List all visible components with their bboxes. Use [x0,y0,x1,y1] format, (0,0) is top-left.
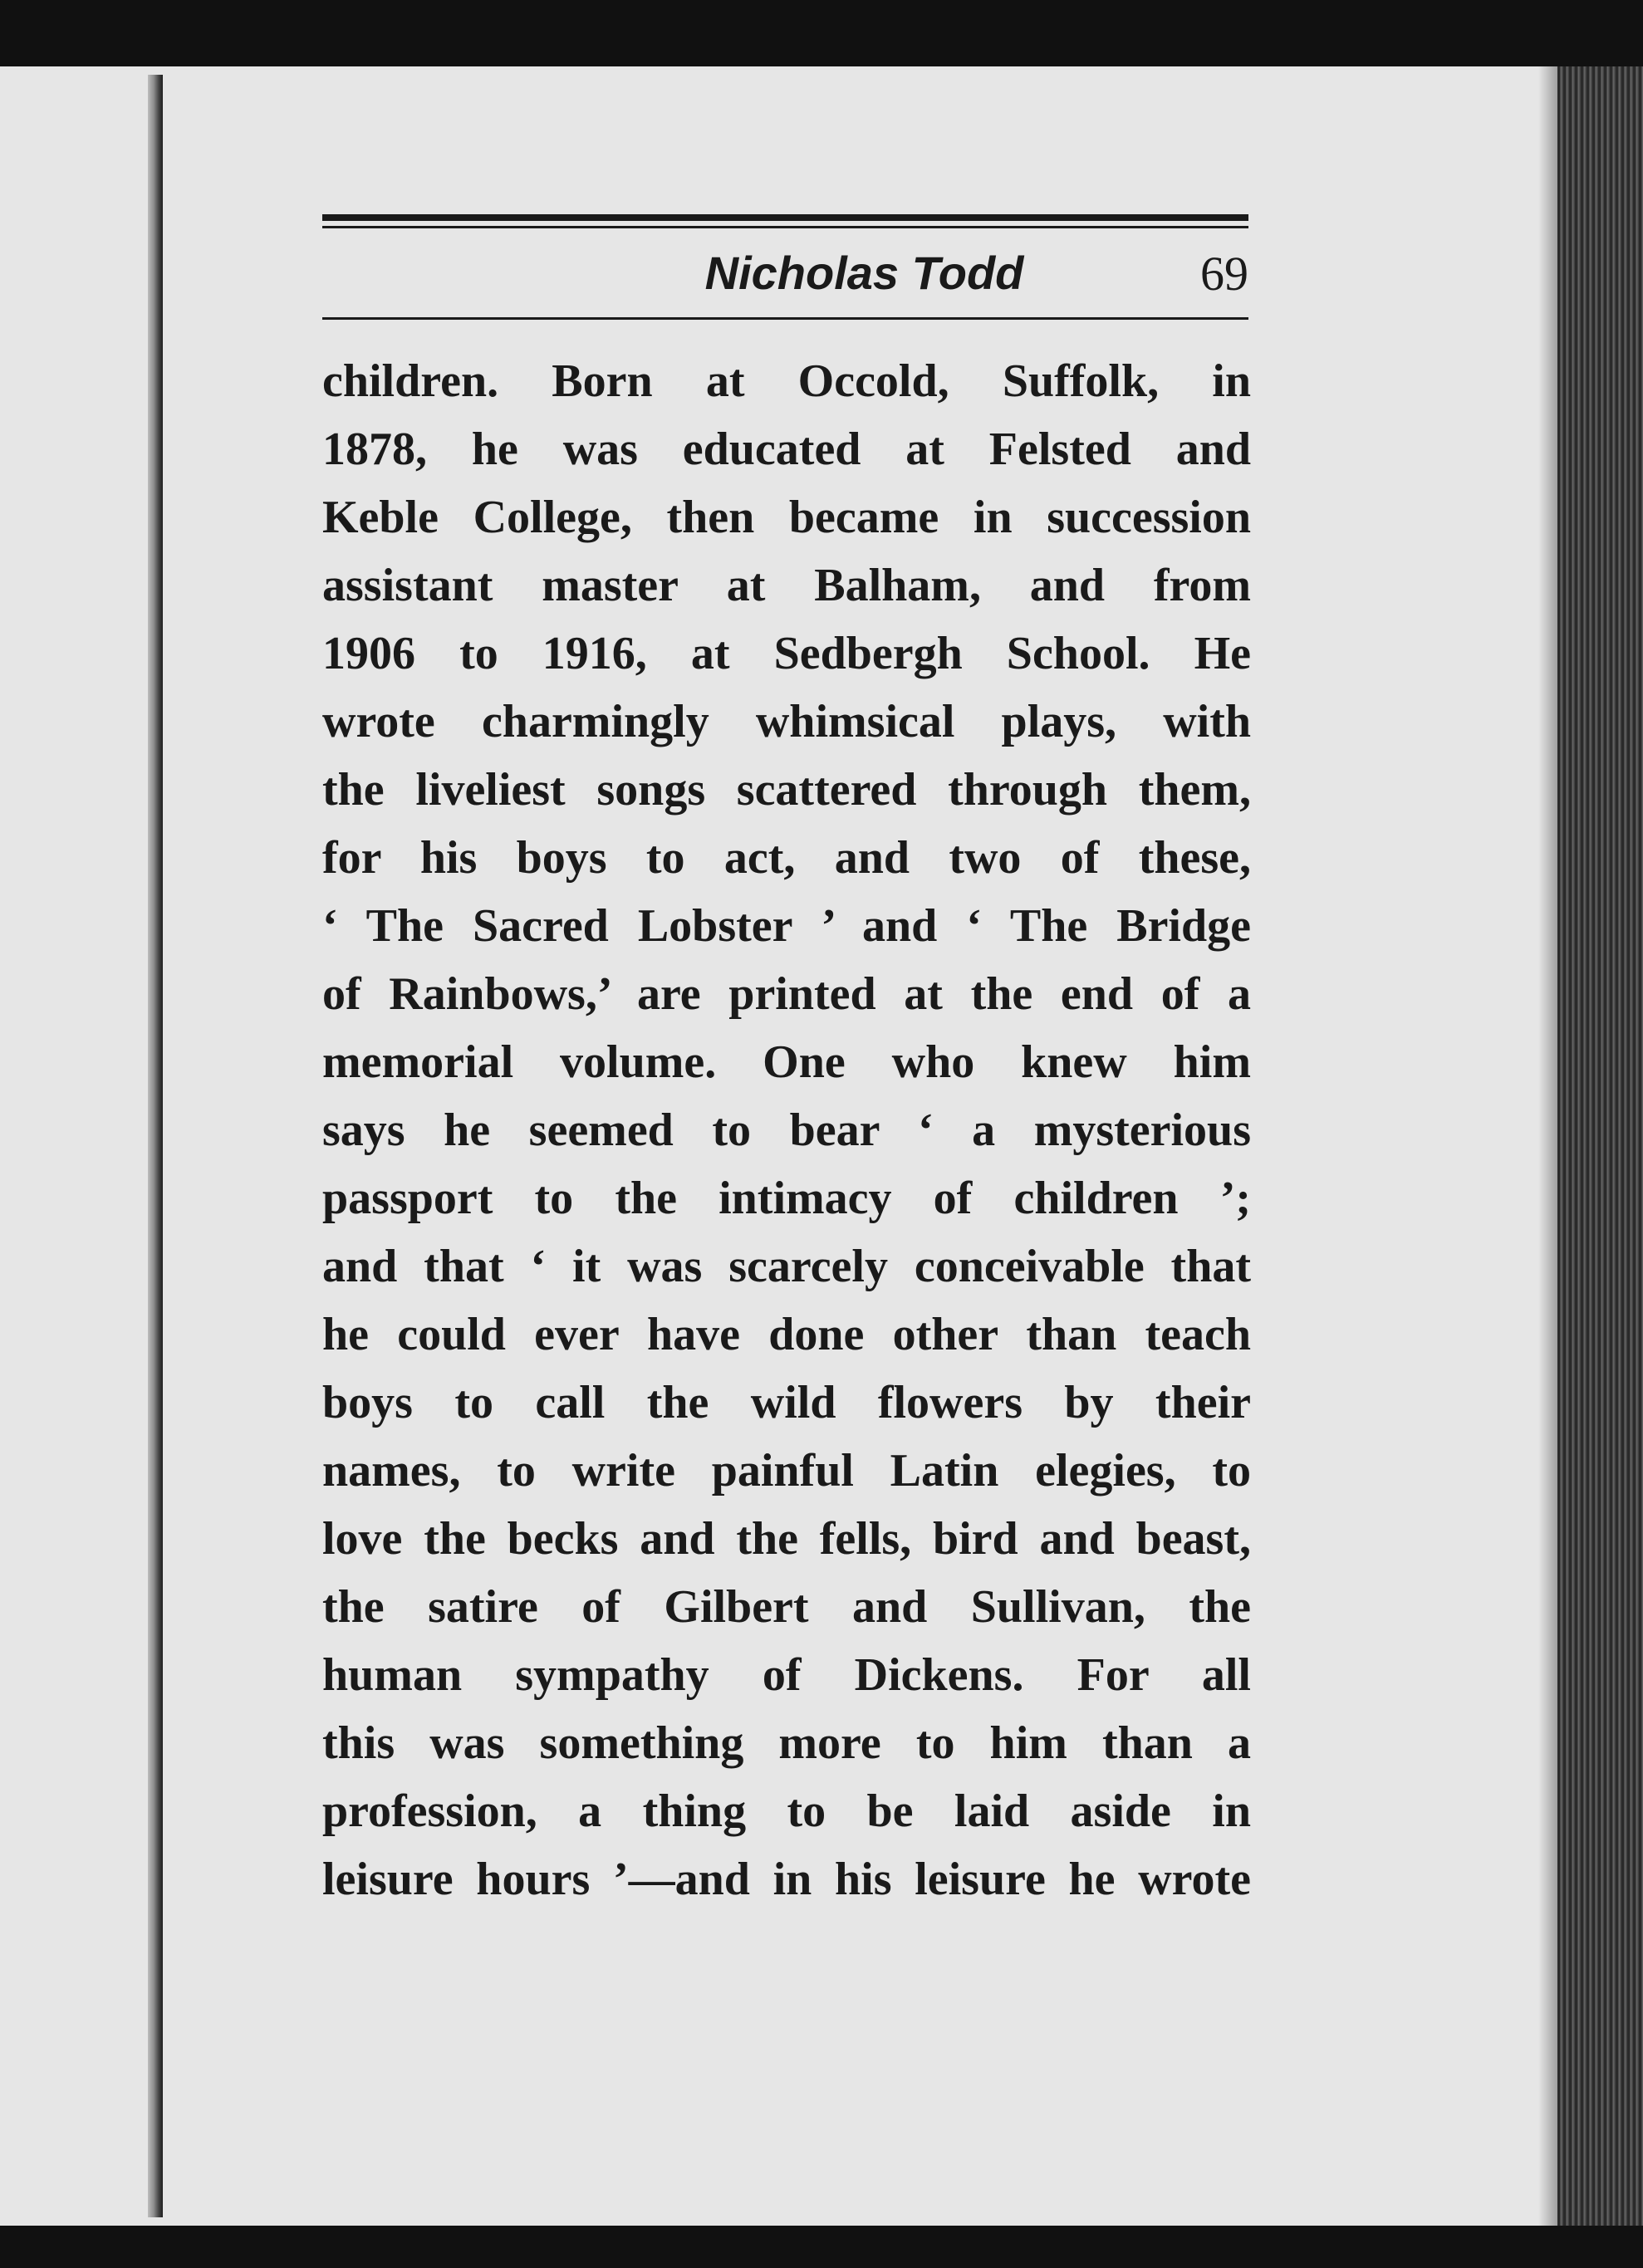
running-title: Nicholas Todd [704,247,1024,299]
text-line: wrote charmingly whimsical plays, with [322,696,1251,747]
text-line: says he seemed to bear ‘ a mysterious [322,1105,1251,1156]
text-line: human sympathy of Dickens. For all [322,1649,1251,1701]
text-line: 1878, he was educated at Felsted and [322,424,1251,475]
running-head [322,246,1248,312]
body-text [322,347,1251,1913]
header-underline-rule [322,317,1248,320]
text-line: 1906 to 1916, at Sedbergh School. He [322,628,1251,679]
text-line: Keble College, then became in succession [322,492,1251,543]
text-line: memorial volume. One who knew him [322,1036,1251,1088]
page-edges [1557,66,1643,2226]
text-line: the liveliest songs scattered through them, [322,764,1251,816]
text-line: assistant master at Balham, and from [322,560,1251,611]
text-line: leisure hours ’—and in his leisure he wrote [322,1854,1251,1905]
text-line: this was something more to him than a [322,1717,1251,1769]
text-line: he could ever have done other than teach [322,1309,1251,1360]
text-line: names, to write painful Latin elegies, to [322,1445,1251,1496]
header-rule-thin [322,226,1248,228]
text-line: ‘ The Sacred Lobster ’ and ‘ The Bridge [322,900,1251,952]
header-double-rule [322,214,1248,231]
text-line: children. Born at Occold, Suffolk, in [322,355,1251,407]
text-line: love the becks and the fells, bird and beast, [322,1513,1251,1565]
text-line: the satire of Gilbert and Sullivan, the [322,1581,1251,1633]
text-line: of Rainbows,’ are printed at the end of a [322,968,1251,1020]
header-rule-thick [322,214,1248,221]
text-line: and that ‘ it was scarcely conceivable that [322,1241,1251,1292]
text-line: passport to the intimacy of children ’; [322,1173,1251,1224]
page-number: 69 [1200,247,1248,301]
text-line: boys to call the wild flowers by their [322,1377,1251,1428]
page-gutter-shadow [148,75,163,2217]
text-line: profession, a thing to be laid aside in [322,1785,1251,1837]
text-line: for his boys to act, and two of these, [322,832,1251,884]
